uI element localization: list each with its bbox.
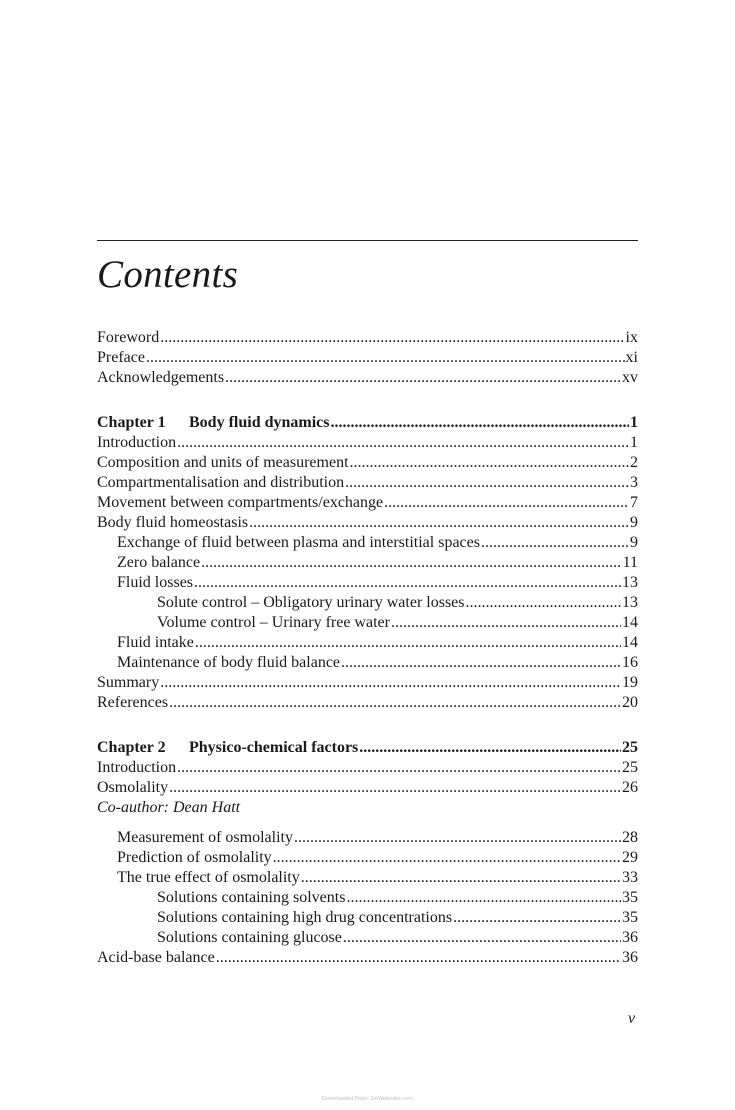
toc-entry-label: Exchange of fluid between plasma and interstitial spaces: [117, 534, 480, 551]
toc-entry-page: 36: [622, 949, 638, 966]
toc-entry-label: Acid-base balance: [97, 949, 215, 966]
toc-subsubentry: [97, 888, 638, 908]
dot-leader: [294, 828, 621, 848]
chapter-page: 25: [622, 739, 638, 756]
toc-entry-page: 1: [630, 434, 638, 451]
toc-entry-label: Prediction of osmolality: [117, 849, 272, 866]
dot-leader: [345, 473, 629, 493]
toc-entry-page: 3: [630, 474, 638, 491]
chapter-title: Body fluid dynamics: [189, 414, 330, 431]
toc-subentry: [97, 553, 638, 573]
chapter-title: Physico-chemical factors: [189, 739, 359, 756]
dot-leader: [201, 553, 622, 573]
toc-entry: [97, 433, 638, 453]
coauthor-note: Co-author: Dean Hatt: [97, 799, 241, 816]
toc-entry-label: Solutions containing high drug concentrations: [157, 909, 453, 926]
toc-entry-page: 9: [630, 534, 638, 551]
toc-entry-page: 9: [630, 514, 638, 531]
toc-entry-page: 33: [622, 869, 638, 886]
toc-entry-label: Zero balance: [117, 554, 201, 571]
dot-leader: [343, 928, 621, 948]
dot-leader: [384, 493, 629, 513]
toc-entry-label: Compartmentalisation and distribution: [97, 474, 345, 491]
toc-entry-label: Solute control – Obligatory urinary water losses: [157, 594, 465, 611]
dot-leader: [391, 613, 621, 633]
chapter-heading-1: [97, 413, 638, 433]
dot-leader: [330, 413, 629, 433]
toc-subentry: [97, 653, 638, 673]
table-of-contents: [97, 328, 638, 968]
toc-entry-label: Volume control – Urinary free water: [157, 614, 390, 631]
toc-entry-page: xi: [625, 349, 638, 366]
toc-entry: [97, 473, 638, 493]
toc-entry-page: 19: [622, 674, 638, 691]
toc-entry-label: Osmolality: [97, 779, 169, 796]
toc-entry: [97, 673, 638, 693]
toc-entry-page: 13: [622, 594, 638, 611]
dot-leader: [453, 908, 621, 928]
toc-entry-label: Maintenance of body fluid balance: [117, 654, 341, 671]
toc-entry-label: Summary: [97, 674, 160, 691]
toc-entry-page: 35: [622, 909, 638, 926]
dot-leader: [146, 348, 625, 368]
dot-leader: [249, 513, 629, 533]
toc-entry-page: xv: [622, 369, 638, 386]
toc-entry-label: The true effect of osmolality: [117, 869, 300, 886]
toc-subentry: [97, 573, 638, 593]
toc-entry-label: Foreword: [97, 329, 160, 346]
dot-leader: [301, 868, 621, 888]
toc-entry-page: 36: [622, 929, 638, 946]
toc-entry-page: 29: [622, 849, 638, 866]
toc-entry-label: Movement between compartments/exchange: [97, 494, 384, 511]
toc-entry-label: Measurement of osmolality: [117, 829, 293, 846]
chapter-page: 1: [630, 414, 638, 431]
toc-entry-page: ix: [625, 329, 638, 346]
top-rule: [97, 240, 638, 241]
toc-entry-label: Introduction: [97, 434, 177, 451]
dot-leader: [216, 948, 621, 968]
toc-entry-page: 35: [622, 889, 638, 906]
dot-leader: [481, 533, 629, 553]
toc-entry-label: Preface: [97, 349, 145, 366]
toc-entry: [97, 948, 638, 968]
dot-leader: [359, 738, 621, 758]
toc-entry: [97, 693, 638, 713]
toc-subsubentry: [97, 593, 638, 613]
toc-entry-label: Fluid losses: [117, 574, 194, 591]
toc-entry-label: Introduction: [97, 759, 177, 776]
toc-subentry: [97, 868, 638, 888]
chapter-number: Chapter 1: [97, 414, 166, 431]
dot-leader: [160, 673, 621, 693]
toc-entry-page: 14: [622, 634, 638, 651]
toc-entry-label: Solutions containing solvents: [157, 889, 346, 906]
toc-entry-page: 26: [622, 779, 638, 796]
page-title: Contents: [97, 253, 239, 296]
dot-leader: [466, 593, 622, 613]
dot-leader: [346, 888, 621, 908]
dot-leader: [195, 633, 621, 653]
dot-leader: [350, 453, 629, 473]
toc-entry-label: References: [97, 694, 169, 711]
toc-subentry: [97, 533, 638, 553]
toc-entry-foreword: [97, 328, 638, 348]
toc-entry-page: 16: [622, 654, 638, 671]
toc-entry-page: 2: [630, 454, 638, 471]
dot-leader: [177, 758, 621, 778]
toc-entry-label: Acknowledgements: [97, 369, 225, 386]
toc-entry-page: 7: [630, 494, 638, 511]
dot-leader: [341, 653, 621, 673]
dot-leader: [194, 573, 621, 593]
toc-subentry: [97, 633, 638, 653]
page-folio: v: [628, 1010, 636, 1027]
toc-subsubentry: [97, 613, 638, 633]
toc-entry-label: Composition and units of measurement: [97, 454, 349, 471]
dot-leader: [169, 693, 621, 713]
toc-entry: [97, 758, 638, 778]
toc-subentry: [97, 828, 638, 848]
dot-leader: [273, 848, 621, 868]
toc-entry-acknowledgements: [97, 368, 638, 388]
toc-entry: [97, 493, 638, 513]
toc-entry-page: 25: [622, 759, 638, 776]
toc-entry: [97, 778, 638, 798]
toc-entry: [97, 453, 638, 473]
dot-leader: [160, 328, 624, 348]
toc-entry-page: 14: [622, 614, 638, 631]
chapter-label: [97, 738, 358, 758]
toc-entry-page: 13: [622, 574, 638, 591]
dot-leader: [177, 433, 629, 453]
toc-entry-label: Solutions containing glucose: [157, 929, 342, 946]
chapter-heading-2: [97, 738, 638, 758]
chapter-number: Chapter 2: [97, 739, 166, 756]
toc-subsubentry: [97, 928, 638, 948]
dot-leader: [169, 778, 621, 798]
chapter-label: [97, 413, 329, 433]
toc-entry-page: 11: [622, 554, 638, 571]
toc-entry-label: Body fluid homeostasis: [97, 514, 249, 531]
download-footer-note: Downloaded From: 1stWebooks.com: [322, 1096, 413, 1102]
toc-entry-label: Fluid intake: [117, 634, 194, 651]
toc-entry: [97, 513, 638, 533]
toc-subsubentry: [97, 908, 638, 928]
toc-subentry: [97, 848, 638, 868]
toc-entry-preface: [97, 348, 638, 368]
toc-entry-page: 20: [622, 694, 638, 711]
dot-leader: [225, 368, 621, 388]
toc-entry-page: 28: [622, 829, 638, 846]
